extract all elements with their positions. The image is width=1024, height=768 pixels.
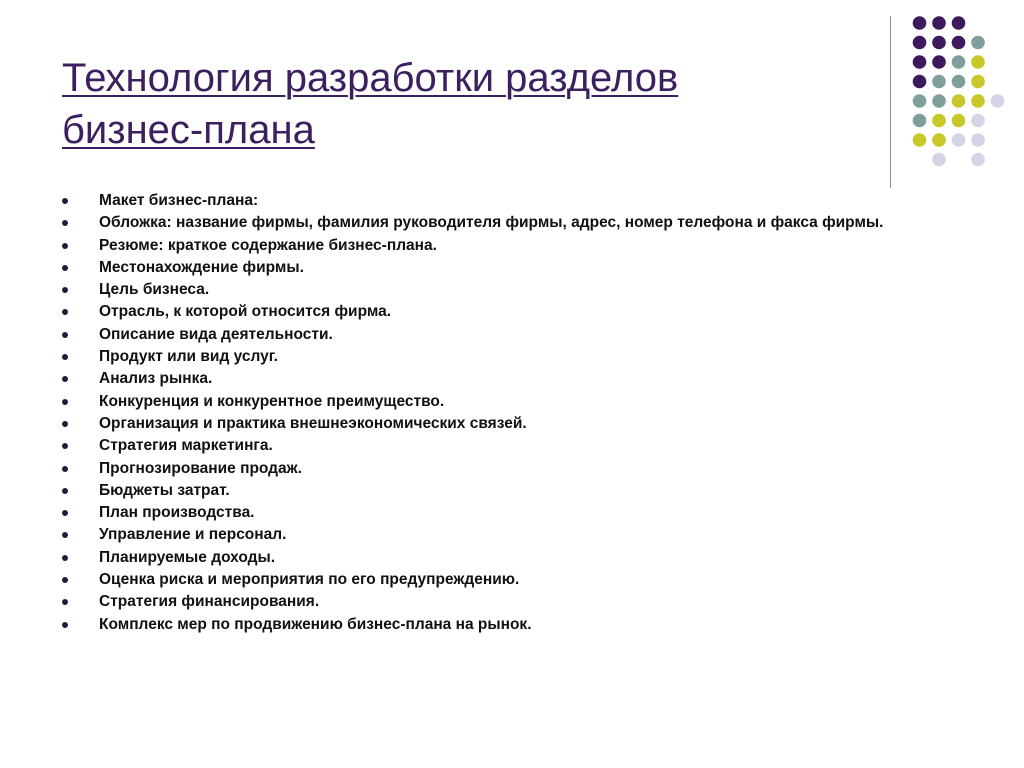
decorative-dot (952, 36, 966, 50)
bullet-dot (62, 622, 68, 628)
list-item: Описание вида деятельности. (62, 326, 922, 344)
bullet-dot (62, 555, 68, 561)
list-item: Управление и персонал. (62, 526, 922, 544)
decorative-dot (913, 114, 927, 128)
decorative-dot (913, 16, 927, 30)
list-item: Бюджеты затрат. (62, 482, 922, 500)
decorative-dot (971, 153, 985, 167)
bullet-dot (62, 354, 68, 360)
list-item: Резюме: краткое содержание бизнес-плана. (62, 237, 922, 255)
bullet-dot (62, 332, 68, 338)
list-item: Стратегия маркетинга. (62, 437, 922, 455)
bullet-dot (62, 399, 68, 405)
decorative-dot (932, 153, 946, 167)
list-item: Отрасль, к которой относится фирма. (62, 303, 922, 321)
list-item: Обложка: название фирмы, фамилия руководителя фирмы, адрес, номер телефона и факса фирмы. (62, 214, 922, 232)
decorative-dot (952, 114, 966, 128)
list-item: Конкуренция и конкурентное преимущество. (62, 393, 922, 411)
decorative-dot (971, 94, 985, 108)
bullet-dot (62, 466, 68, 472)
title-line-1: Технология разработки разделов (62, 56, 679, 100)
bullet-dot (62, 488, 68, 494)
decorative-dot (913, 133, 927, 147)
decorative-dot (932, 55, 946, 69)
decorative-dot (932, 36, 946, 50)
bullet-dot (62, 198, 68, 204)
bullet-list (62, 192, 922, 638)
list-item: Продукт или вид услуг. (62, 348, 922, 366)
list-item: Планируемые доходы. (62, 549, 922, 567)
decorative-dot (913, 55, 927, 69)
decorative-dot (932, 133, 946, 147)
decorative-dot (913, 75, 927, 89)
decorative-dot (932, 75, 946, 89)
bullet-dot (62, 599, 68, 605)
list-item: Анализ рынка. (62, 370, 922, 388)
list-item: Стратегия финансирования. (62, 593, 922, 611)
decorative-dot (952, 75, 966, 89)
decorative-dot (913, 94, 927, 108)
decorative-dot (913, 36, 927, 50)
bullet-dot (62, 376, 68, 382)
list-item: Макет бизнес-плана: (62, 192, 922, 210)
bullet-dot (62, 510, 68, 516)
decorative-dot (952, 133, 966, 147)
bullet-dot (62, 309, 68, 315)
title-line-2: бизнес-плана (62, 108, 315, 152)
decorative-dot (971, 133, 985, 147)
list-item: Оценка риска и мероприятия по его предупреждению. (62, 571, 922, 589)
decorative-dot (952, 55, 966, 69)
list-item: Комплекс мер по продвижению бизнес-плана на рынок. (62, 616, 922, 634)
bullet-dot (62, 243, 68, 249)
decorative-dot (952, 16, 966, 30)
bullet-dot (62, 532, 68, 538)
list-item: План производства. (62, 504, 922, 522)
bullet-dot (62, 443, 68, 449)
decorative-dot (932, 114, 946, 128)
bullet-dot (62, 220, 68, 226)
list-item: Организация и практика внешнеэкономических связей. (62, 415, 922, 433)
decorative-dot (971, 55, 985, 69)
decorative-dot (952, 94, 966, 108)
decorative-dot (932, 94, 946, 108)
decorative-dot (971, 36, 985, 50)
list-item: Местонахождение фирмы. (62, 259, 922, 277)
bullet-dot (62, 421, 68, 427)
decorative-dot (932, 16, 946, 30)
decorative-dot (971, 114, 985, 128)
decorative-dot-grid (0, 0, 1024, 200)
decorative-dot (971, 75, 985, 89)
list-item: Прогнозирование продаж. (62, 460, 922, 478)
bullet-dot (62, 577, 68, 583)
list-item: Цель бизнеса. (62, 281, 922, 299)
decorative-dot (991, 94, 1005, 108)
bullet-dot (62, 265, 68, 271)
bullet-dot (62, 287, 68, 293)
